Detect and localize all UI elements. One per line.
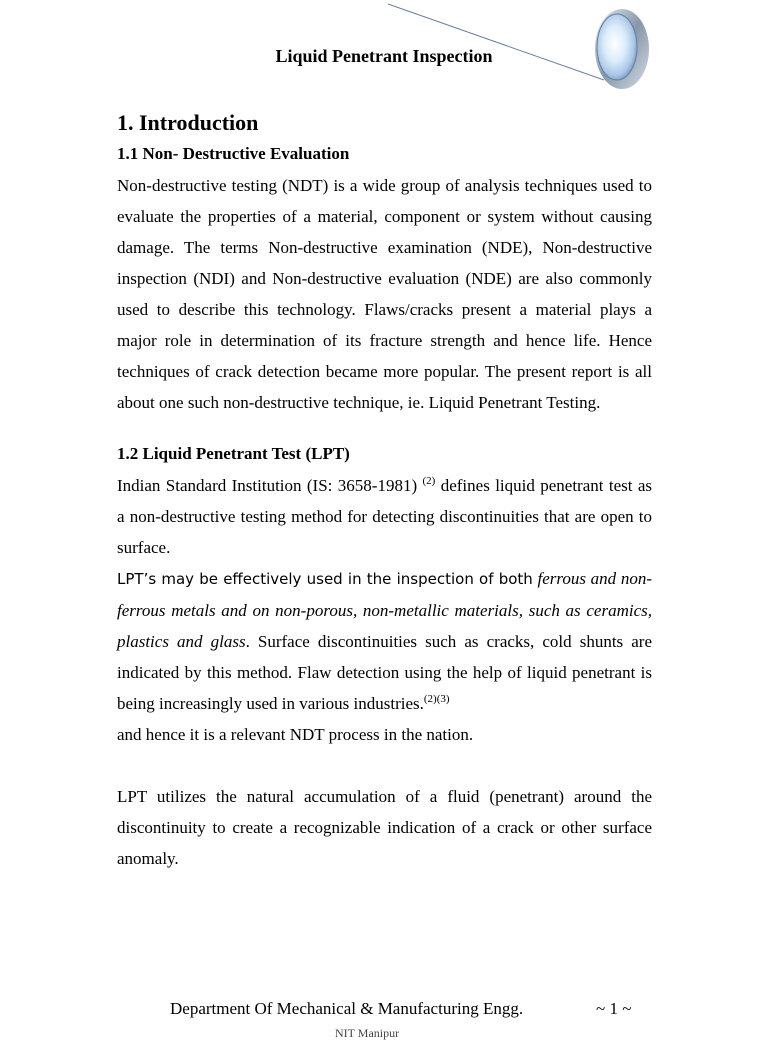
paragraph-relevance: and hence it is a relevant NDT process in the nation. bbox=[117, 725, 474, 744]
lpt-applications-text-end: . Surface discontinuities such as cracks, cold shunts are indicated by this method. Flaw detection using the help of liquid penetrant is being increasingly used in various industries. bbox=[117, 632, 652, 713]
lpt-materials-italic: ferrous and non-ferrous metals and on non-porous, non-metallic materials, such as ceramics, plastics and glass bbox=[117, 569, 652, 651]
paragraph-lpt-principle: LPT utilizes the natural accumulation of a fluid (penetrant) around the discontinuity to create a recognizable indication of a crack or other surface anomaly. bbox=[117, 787, 652, 868]
page-header-title: Liquid Penetrant Inspection bbox=[275, 46, 493, 66]
footer-department: Department Of Mechanical & Manufacturing Engg. bbox=[170, 999, 524, 1018]
lpt-applications-text-start: LPT’s may be effectively used in the inspection of both bbox=[117, 570, 533, 588]
paragraph-is-definition bbox=[117, 470, 652, 563]
document-body bbox=[117, 108, 652, 874]
section-heading-introduction: 1. Introduction bbox=[117, 110, 259, 135]
paragraph-ndt-overview: Non-destructive testing (NDT) is a wide group of analysis techniques used to evaluate the properties of a material, component or system without causing damage. The terms Non-destructive examination (NDE), Non-destructive inspection (NDI) and Non-destructive evaluation (NDE) are also commonly used to describe this technology. Flaws/cracks present a material plays a major role in determination of its fracture strength and hence life. Hence techniques of crack detection became more popular. The present report is all about one such non-destructive technique, ie. Liquid Penetrant Testing. bbox=[117, 176, 652, 412]
reference-superscript-2: (2)(3) bbox=[423, 693, 450, 705]
header-diagonal-line bbox=[388, 4, 604, 80]
is-definition-text-start: Indian Standard Institution (IS: 3658-1981) bbox=[117, 476, 418, 495]
reference-superscript: (2) bbox=[422, 475, 436, 487]
subsection-heading-nde: 1.1 Non- Destructive Evaluation bbox=[117, 144, 350, 163]
footer-page-number: ~ 1 ~ bbox=[596, 999, 632, 1018]
subsection-heading-lpt: 1.2 Liquid Penetrant Test (LPT) bbox=[117, 444, 350, 463]
paragraph-lpt-applications bbox=[117, 563, 652, 719]
is-definition-text-end: defines liquid penetrant test as a non-destructive testing method for detecting discontinuities that are open to surface. bbox=[117, 476, 653, 557]
footer-institution: NIT Manipur bbox=[335, 1026, 400, 1040]
